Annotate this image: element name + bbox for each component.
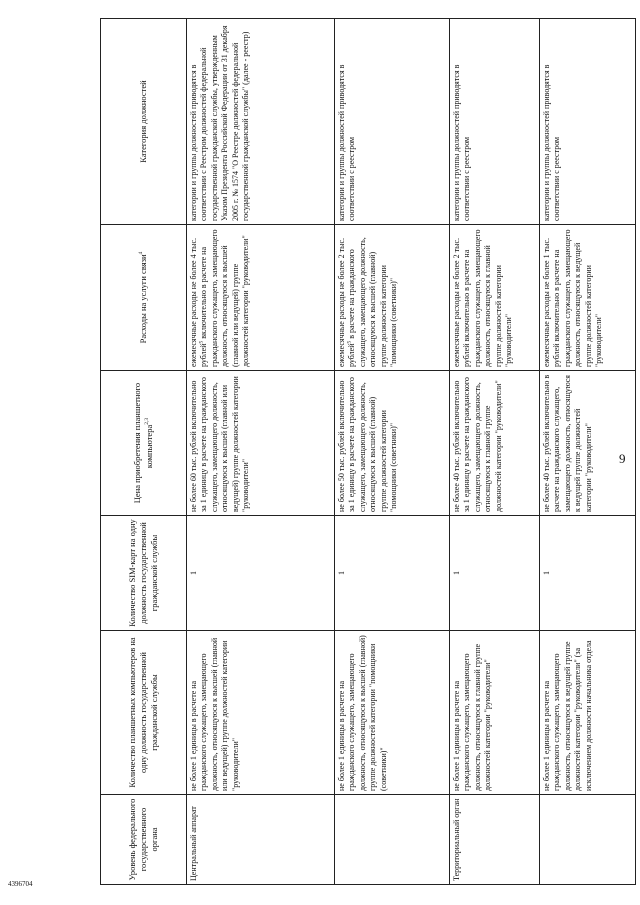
- cell-sim: 1: [335, 516, 450, 631]
- cell-communication-rest: в расчете на гражданского служащего, замещающего должность, относящуюся к высшей (главной) группе должностей категории "помощники (советники)": [347, 237, 398, 367]
- cell-tablets: не более 1 единицы в расчете на гражданского служащего, замещающего должность, относящуюся к ведущей группе должностей категории "руководители" (за исключением должности начальника отдела: [540, 631, 636, 795]
- header-price: [101, 371, 187, 516]
- cell-communication-rest: включительно в расчете на гражданского служащего, замещающего должность, относящуюся к высшей (главной или ведущей) группе должностей категории "руководители": [199, 229, 250, 367]
- cell-category: категории и группы должностей приводятся в соответствии с реестром: [450, 19, 540, 225]
- header-category: Категория должностей: [101, 19, 187, 225]
- header-sim: Количество SIM-карт на одну должность государственной гражданской службы: [101, 516, 187, 631]
- header-communication-footnote: 4: [138, 251, 145, 255]
- cell-tablets: не более 1 единицы в расчете на гражданского служащего, замещающего должность, относящуюся к высшей (главной) группе должностей категории "помощники (советники)": [335, 631, 450, 795]
- cell-communication-rest: включительно в расчете на гражданского служащего, замещающего должность, относящуюся к ведущей группе должностей категории "руководители": [552, 229, 603, 367]
- cell-communication-text: ежемесячные расходы не более 1 тыс. рублей: [542, 237, 562, 367]
- header-level: Уровень федерального государственного органа: [101, 795, 187, 885]
- cell-communication-text: ежемесячные расходы не более 4 тыс. рублей: [189, 237, 209, 367]
- header-tablets: Количество планшетных компьютеров на одну должность государственной гражданской службы: [101, 631, 187, 795]
- cell-price: не более 40 тыс. рублей включительно в расчете на гражданского служащего, замещающего должность, относящуюся к ведущей группе должностей категории "руководители": [540, 371, 636, 516]
- header-communication: [101, 225, 187, 371]
- document-code: 4396704: [8, 880, 33, 888]
- cell-price: не более 50 тыс. рублей включительно за 1 единицу в расчете на гражданского служащего, замещающего должность, относящуюся к высшей (главной) группе должностей категории "помощники (советники)": [335, 371, 450, 516]
- page-number: 9: [619, 451, 626, 466]
- cell-tablets: не более 1 единицы в расчете на гражданского служащего, замещающего должность, относящуюся к высшей (главной или ведущей) группе должностей категории "руководители": [187, 631, 335, 795]
- cell-sim: 1: [450, 516, 540, 631]
- norms-table-wrapper: [100, 19, 636, 885]
- cell-level: Центральный аппарат: [187, 795, 335, 885]
- cell-level: [540, 795, 636, 885]
- table-row: [540, 19, 636, 885]
- table-header-row: [101, 19, 187, 885]
- cell-price: не более 60 тыс. рублей включительно за 1 единицу в расчете на гражданского служащего, замещающего должность, относящуюся к высшей (главной или ведущей) группе должностей категории "руководители": [187, 371, 335, 516]
- cell-communication-footnote: 5: [346, 340, 353, 344]
- cell-communication: [450, 225, 540, 371]
- cell-category: категории и группы должностей приводятся в соответствии с реестром: [335, 19, 450, 225]
- cell-level: [335, 795, 450, 885]
- table-row: [187, 19, 335, 885]
- cell-communication-text: ежемесячные расходы не более 2 тыс. рублей: [337, 237, 357, 367]
- header-price-footnote: 2,3: [143, 417, 150, 425]
- cell-sim: 1: [187, 516, 335, 631]
- cell-sim: 1: [540, 516, 636, 631]
- header-communication-text: Расходы на услуги связи: [137, 254, 148, 344]
- cell-communication-rest: включительно в расчете на гражданского служащего, замещающего должность, относящуюся к главной группе должностей категории "руководители": [462, 229, 513, 367]
- cell-communication: [187, 225, 335, 371]
- cell-category: категории и группы должностей приводятся в соответствии с Реестром должностей федеральной государственной гражданской службы, утвержденным Указом Президента Российской Федерации от 31 декабря 2005 г. № 1574 "О Реестре должностей федеральной государственной гражданской службы" (далее - реестр): [187, 19, 335, 225]
- cell-communication-footnote: 5: [198, 340, 205, 344]
- cell-level: Территориальный орган: [450, 795, 540, 885]
- cell-tablets: не более 1 единицы в расчете на гражданского служащего, замещающего должность, относящуюся к главной группе должностей категории "руководители": [450, 631, 540, 795]
- cell-category: категории и группы должностей приводятся в соответствии с реестром: [540, 19, 636, 225]
- header-price-text: Цена приобретения планшетного компьютера: [132, 382, 154, 504]
- cell-communication-text: ежемесячные расходы не более 2 тыс. рублей: [452, 237, 472, 367]
- table-row: [450, 19, 540, 885]
- cell-communication: [335, 225, 450, 371]
- norms-table: [100, 18, 636, 885]
- table-row: [335, 19, 450, 885]
- cell-price: не более 40 тыс. рублей включительно за 1 единицу в расчете на гражданского служащего, замещающего должность, относящуюся к главной группе должностей категории "руководители": [450, 371, 540, 516]
- cell-communication: [540, 225, 636, 371]
